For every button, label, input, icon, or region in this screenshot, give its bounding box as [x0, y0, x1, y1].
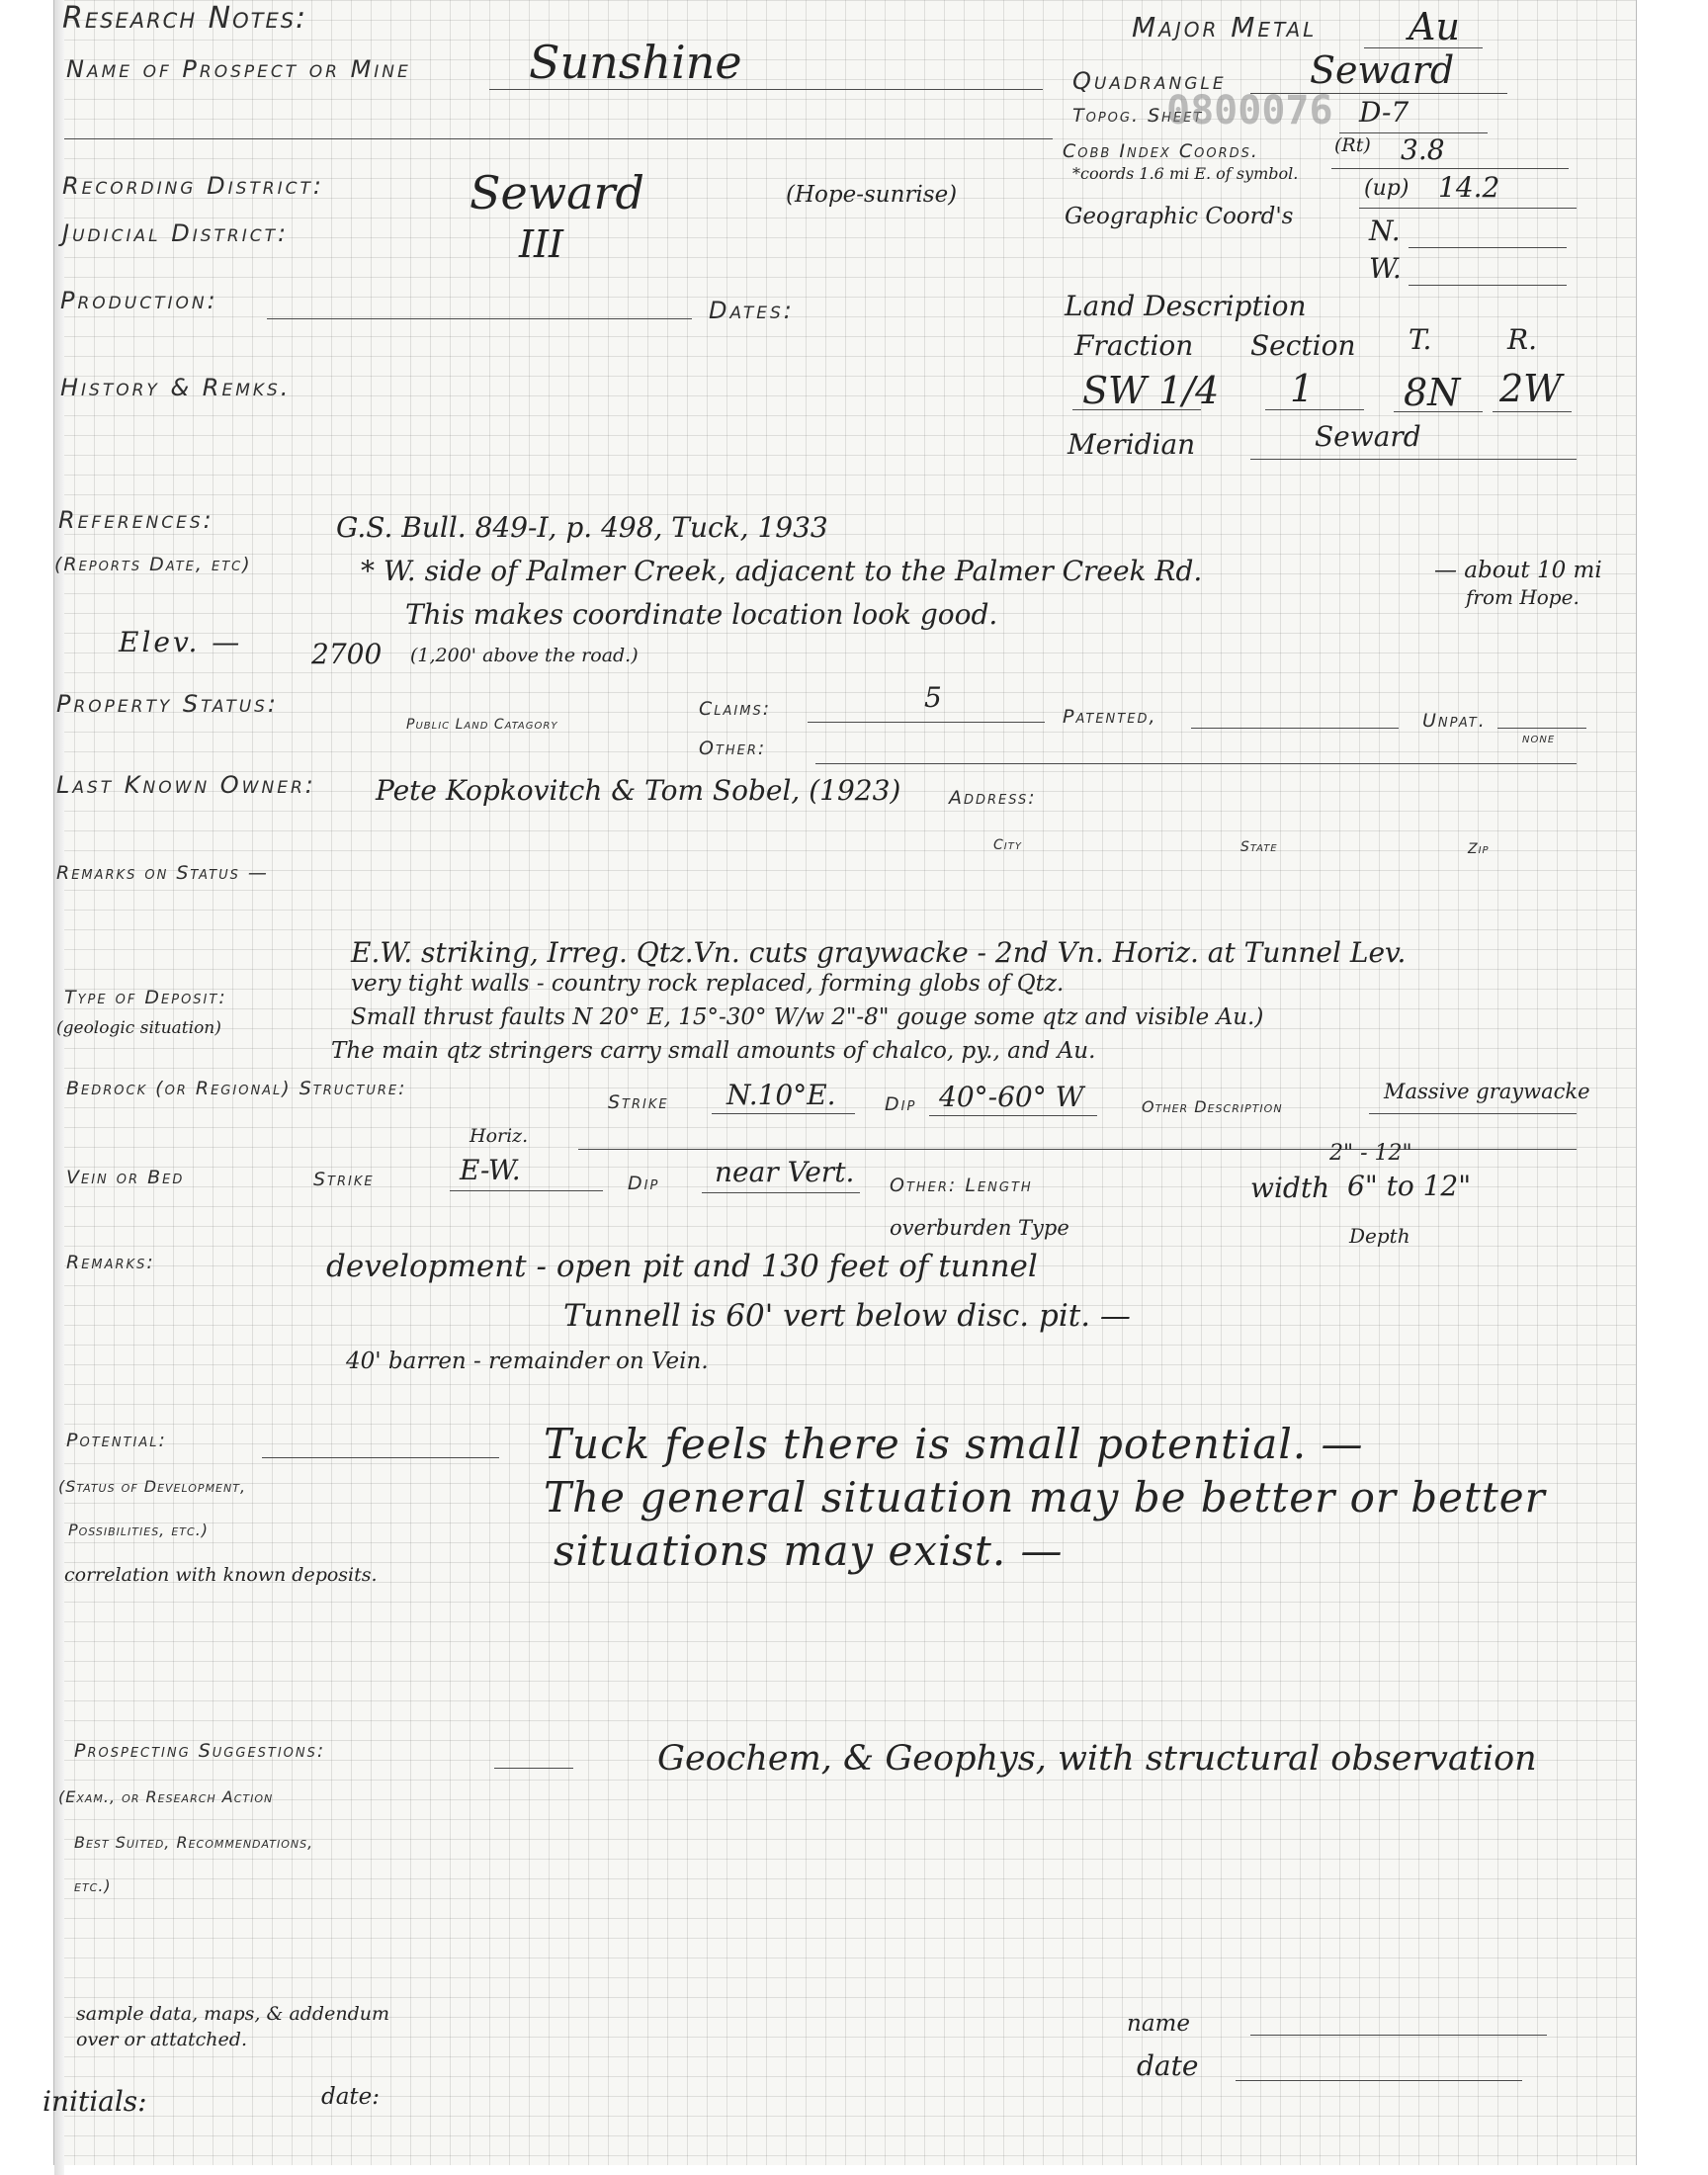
- depth-label: Depth: [1349, 1224, 1410, 1248]
- vein-strike-value: E-W.: [460, 1154, 521, 1186]
- suggestions-sub-1: (Exam., or Research Action: [58, 1787, 274, 1806]
- last-known-owner-label: Last Known Owner:: [56, 771, 316, 799]
- deposit-line-4: The main qtz stringers carry small amounts of chalco, py., and Au.: [331, 1038, 1096, 1064]
- w-underline: [1409, 285, 1567, 286]
- quadrangle-label: Quadrangle: [1072, 67, 1227, 95]
- t-label: T.: [1409, 323, 1432, 356]
- recording-district-label: Recording District:: [62, 172, 324, 200]
- r-label: R.: [1507, 323, 1537, 356]
- potential-sub-3: correlation with known deposits.: [64, 1564, 378, 1586]
- structure-dip-underline: [929, 1115, 1097, 1116]
- date-label: date: [1137, 2049, 1199, 2082]
- r-value: 2W: [1499, 367, 1563, 410]
- land-description-title: Land Description: [1065, 290, 1307, 322]
- unpat-underline: [1497, 728, 1586, 729]
- remarks-on-status-label: Remarks on Status —: [56, 862, 269, 884]
- vein-dip-label: Dip: [628, 1173, 660, 1194]
- name-underline: [1250, 2035, 1547, 2036]
- page-edge-shadow: [54, 0, 64, 2175]
- references-sublabel: (Reports Date, etc): [54, 554, 252, 575]
- references-label: References:: [58, 506, 214, 534]
- recording-district-value: Seward: [470, 166, 644, 219]
- structure-other-underline: [1369, 1113, 1577, 1114]
- initials-label: initials:: [43, 2085, 147, 2118]
- patented-underline: [1191, 728, 1399, 729]
- t-value: 8N: [1404, 371, 1461, 414]
- topog-value: D-7: [1359, 96, 1409, 129]
- public-land-label: Public Land Catagory: [406, 717, 558, 733]
- structure-strike-underline: [712, 1113, 855, 1114]
- up-underline: [1359, 208, 1577, 209]
- state-label: State: [1240, 839, 1278, 855]
- potential-underline: [262, 1457, 499, 1458]
- meridian-label: Meridian: [1068, 428, 1196, 461]
- deposit-line-3: Small thrust faults N 20° E, 15°-30° W/w 2"-8" gouge some qtz and visible Au.): [351, 1004, 1264, 1030]
- property-status-label: Property Status:: [56, 690, 280, 718]
- structure-label: Bedrock (or Regional) Structure:: [66, 1078, 407, 1099]
- type-of-deposit-label: Type of Deposit:: [64, 987, 227, 1008]
- last-known-owner-value: Pete Kopkovitch & Tom Sobel, (1923): [376, 774, 901, 807]
- cobb-label: Cobb Index Coords.: [1063, 140, 1259, 162]
- w-label: W.: [1369, 252, 1402, 285]
- quadrangle-value: Seward: [1310, 48, 1455, 92]
- references-line-1: G.S. Bull. 849-I, p. 498, Tuck, 1933: [336, 511, 828, 544]
- references-line-2-end: — about 10 mi: [1434, 558, 1602, 583]
- date-underline: [1236, 2080, 1522, 2081]
- references-line-3: This makes coordinate location look good.: [405, 598, 998, 631]
- suggestions-sub-3: etc.): [74, 1876, 112, 1895]
- type-of-deposit-sublabel: (geologic situation): [56, 1018, 221, 1038]
- rt-value: 3.8: [1401, 133, 1445, 166]
- unpat-value: none: [1522, 731, 1556, 746]
- city-label: City: [993, 837, 1022, 853]
- up-value: 14.2: [1438, 171, 1500, 204]
- document-stamp: 0800076: [1166, 88, 1333, 133]
- vein-other-label: Other: Length: [890, 1174, 1033, 1196]
- structure-strike-label: Strike: [608, 1091, 669, 1113]
- remarks-line-3: 40' barren - remainder on Vein.: [346, 1348, 709, 1374]
- potential-line-3: situations may exist. —: [554, 1526, 1064, 1575]
- structure-rule: [578, 1149, 1577, 1150]
- judicial-district-value: III: [519, 222, 564, 266]
- vein-width-value: 6" to 12": [1347, 1170, 1472, 1202]
- structure-dip-value: 40°-60° W: [939, 1081, 1084, 1113]
- recording-district-note: (Hope-sunrise): [786, 182, 958, 208]
- header-rule: [64, 138, 1053, 139]
- potential-sub-1: (Status of Development,: [58, 1477, 247, 1496]
- vein-dip-value: near Vert.: [715, 1156, 855, 1188]
- vein-dip-underline: [702, 1192, 860, 1193]
- remarks-label: Remarks:: [66, 1252, 155, 1273]
- address-label: Address:: [949, 787, 1037, 809]
- vein-horiz-note: Horiz.: [470, 1125, 529, 1147]
- elevation-value: 2700: [311, 638, 383, 670]
- production-label: Production:: [60, 287, 218, 314]
- references-line-2-end2: from Hope.: [1466, 585, 1580, 609]
- suggestions-label: Prospecting Suggestions:: [74, 1740, 326, 1762]
- fraction-label: Fraction: [1074, 329, 1194, 362]
- other-underline: [815, 763, 1577, 764]
- suggestions-value: Geochem, & Geophys, with structural observation: [657, 1739, 1537, 1779]
- judicial-district-label: Judicial District:: [62, 219, 290, 247]
- major-metal-value: Au: [1409, 5, 1460, 48]
- structure-dip-label: Dip: [885, 1093, 917, 1115]
- vein-label: Vein or Bed: [66, 1167, 185, 1188]
- references-line-2: * W. side of Palmer Creek, adjacent to the Palmer Creek Rd.: [361, 555, 1203, 587]
- overburden-label: overburden Type: [890, 1216, 1069, 1240]
- elevation-label: Elev. —: [119, 626, 243, 658]
- suggestions-sub-2: Best Suited, Recommendations,: [74, 1833, 314, 1852]
- vein-strike-label: Strike: [313, 1169, 375, 1190]
- vein-strike-underline: [450, 1190, 603, 1191]
- research-notes-form: [43, 0, 1637, 2165]
- potential-sub-2: Possibilities, etc.): [68, 1521, 210, 1539]
- potential-line-2: The general situation may be better or better: [544, 1473, 1546, 1522]
- history-label: History & Remks.: [60, 374, 292, 401]
- section-underline: [1265, 409, 1364, 410]
- patented-label: Patented,: [1063, 706, 1157, 728]
- section-value: 1: [1290, 367, 1315, 410]
- zip-label: Zip: [1468, 841, 1490, 857]
- remarks-line-2: Tunnell is 60' vert below disc. pit. —: [563, 1298, 1131, 1334]
- production-underline: [267, 318, 692, 319]
- vein-width-label: width: [1250, 1172, 1330, 1204]
- n-underline: [1409, 247, 1567, 248]
- prospect-label: Name of Prospect or Mine: [66, 55, 411, 83]
- structure-strike-value: N.10°E.: [726, 1079, 836, 1111]
- geo-coords-label: Geographic Coord's: [1065, 204, 1294, 229]
- potential-line-1: Tuck feels there is small potential. —: [544, 1420, 1364, 1468]
- meridian-underline: [1250, 459, 1577, 460]
- up-label: (up): [1364, 176, 1409, 201]
- claims-label: Claims:: [699, 698, 772, 720]
- deposit-line-2: very tight walls - country rock replaced, forming globs of Qtz.: [351, 971, 1065, 997]
- cobb-note: *coords 1.6 mi E. of symbol.: [1072, 164, 1299, 183]
- sample-data-line-1: sample data, maps, & addendum: [76, 2003, 389, 2025]
- rt-underline: [1331, 168, 1569, 169]
- suggestions-underline: [494, 1768, 573, 1769]
- date2-label: date:: [321, 2084, 381, 2110]
- structure-other-value: Massive graywacke: [1384, 1080, 1590, 1103]
- other-label: Other:: [699, 738, 767, 759]
- n-label: N.: [1369, 215, 1401, 247]
- topog-label: Topog. Sheet: [1072, 105, 1204, 127]
- elevation-note: (1,200' above the road.): [410, 645, 639, 666]
- structure-other-label: Other Description: [1142, 1097, 1283, 1116]
- r-underline: [1493, 411, 1572, 412]
- dates-label: Dates:: [709, 297, 795, 324]
- prospect-value: Sunshine: [529, 36, 742, 89]
- fraction-value: SW 1/4: [1082, 369, 1220, 412]
- section-label: Section: [1250, 329, 1356, 362]
- sample-data-line-2: over or attatched.: [76, 2029, 247, 2050]
- meridian-value: Seward: [1315, 420, 1421, 453]
- fraction-underline: [1072, 409, 1201, 410]
- form-title: Research Notes:: [62, 1, 308, 36]
- deposit-line-1: E.W. striking, Irreg. Qtz.Vn. cuts graywacke - 2nd Vn. Horiz. at Tunnel Lev.: [351, 936, 1407, 969]
- remarks-line-1: development - open pit and 130 feet of tunnel: [326, 1249, 1038, 1284]
- name-label: name: [1127, 2011, 1190, 2037]
- prospect-underline: [489, 89, 1043, 90]
- unpat-label: Unpat.: [1422, 710, 1487, 732]
- rt-label: (Rt): [1334, 134, 1371, 156]
- vein-width-top: 2" - 12": [1329, 1141, 1412, 1166]
- claims-underline: [808, 722, 1045, 723]
- potential-label: Potential:: [66, 1430, 167, 1451]
- t-underline: [1394, 411, 1483, 412]
- claims-value: 5: [924, 681, 942, 714]
- major-metal-label: Major Metal: [1132, 11, 1318, 44]
